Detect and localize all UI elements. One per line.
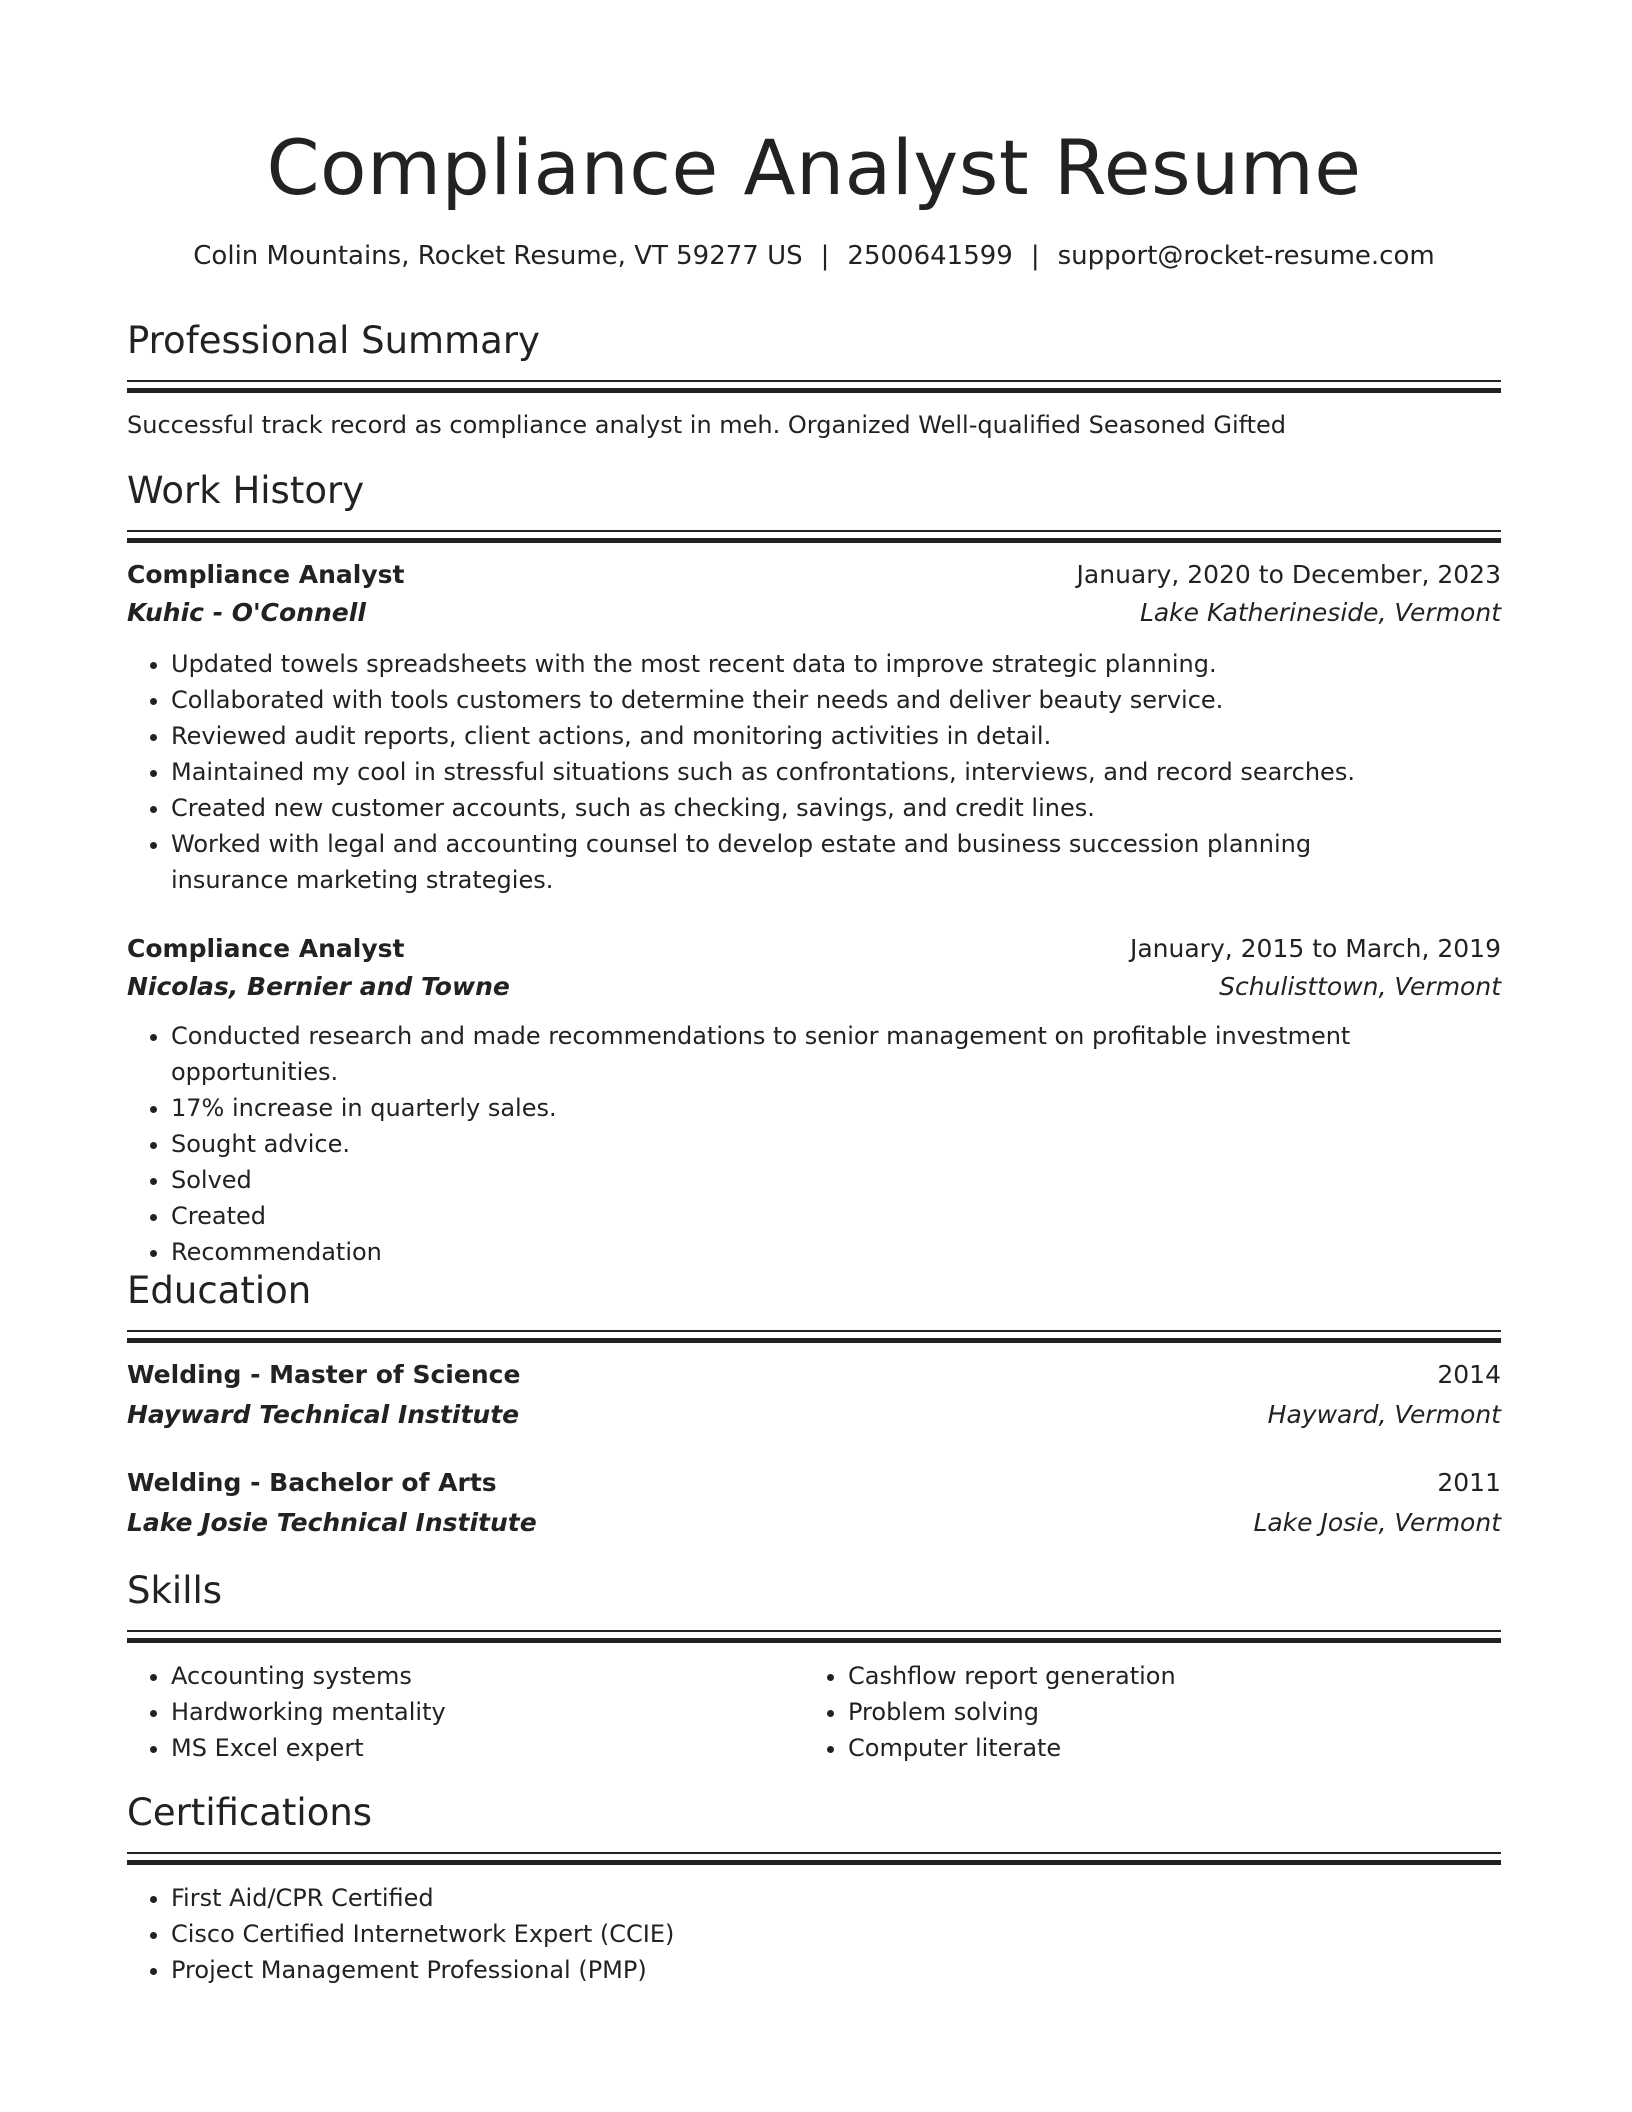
list-item: • First Aid/CPR Certified <box>171 1880 1501 1916</box>
education-school: Lake Josie Technical Institute <box>127 1508 537 1537</box>
job-title: Compliance Analyst <box>127 560 405 589</box>
list-item: • Recommendation <box>171 1234 1501 1270</box>
education-header-row <box>127 1464 1501 1502</box>
list-item: • Computer literate <box>848 1730 1481 1766</box>
education-school-row <box>127 1396 1501 1434</box>
job-bullets <box>127 646 1501 898</box>
list-item: • Solved <box>171 1162 1501 1198</box>
section-divider <box>127 1852 1501 1866</box>
job-header-row <box>127 556 1501 594</box>
skills-column-right <box>804 1658 1481 1766</box>
job-title: Compliance Analyst <box>127 934 405 963</box>
skills-list <box>127 1658 804 1766</box>
list-item: • Collaborated with tools customers to determine their needs and deliver beauty service. <box>171 682 1501 718</box>
list-item: • MS Excel expert <box>171 1730 804 1766</box>
list-item: • Cashflow report generation <box>848 1658 1481 1694</box>
summary-text: Successful track record as compliance analyst in meh. Organized Well-qualified Seasoned Gifted <box>127 411 1287 439</box>
education-school: Hayward Technical Institute <box>127 1400 520 1429</box>
list-item: • Sought advice. <box>171 1126 1501 1162</box>
certifications-section <box>127 1788 1501 1988</box>
contact-email: support@rocket-resume.com <box>1057 241 1435 271</box>
skills-column-left <box>127 1658 804 1766</box>
section-heading-work-history: Work History <box>127 469 365 512</box>
job-location: Lake Katherineside, Vermont <box>1139 598 1501 627</box>
page-title: Compliance Analyst Resume <box>266 123 1362 212</box>
education-entry <box>127 1356 1501 1434</box>
contact-separator: | <box>1030 241 1040 271</box>
contact-phone: 2500641599 <box>847 241 1013 271</box>
list-item: • Reviewed audit reports, client actions, and monitoring activities in detail. <box>171 718 1501 754</box>
education-entry <box>127 1464 1501 1542</box>
section-heading-education: Education <box>127 1269 312 1312</box>
education-section <box>127 1266 1501 1344</box>
section-divider <box>127 380 1501 394</box>
work-history-section <box>127 466 1501 544</box>
education-year: 2014 <box>1437 1360 1501 1389</box>
contact-address: Colin Mountains, Rocket Resume, VT 59277 US <box>193 241 803 271</box>
summary-section <box>127 316 1501 442</box>
education-school-row <box>127 1504 1501 1542</box>
education-year: 2011 <box>1437 1468 1501 1497</box>
list-item: • Accounting systems <box>171 1658 804 1694</box>
list-item: • Problem solving <box>848 1694 1481 1730</box>
section-heading-certifications: Certifications <box>127 1791 373 1834</box>
section-heading-summary: Professional Summary <box>127 319 540 362</box>
list-item: • Project Management Professional (PMP) <box>171 1952 1501 1988</box>
contact-separator: | <box>820 241 830 271</box>
skills-section <box>127 1566 1501 1766</box>
education-header-row <box>127 1356 1501 1394</box>
list-item: • Maintained my cool in stressful situations such as confrontations, interviews, and record searches. <box>171 754 1501 790</box>
list-item: • Created new customer accounts, such as checking, savings, and credit lines. <box>171 790 1501 826</box>
list-item: • Worked with legal and accounting counsel to develop estate and business succession planning insurance marketing strategies. <box>171 826 1501 898</box>
education-location: Hayward, Vermont <box>1267 1400 1501 1429</box>
job-dates: January, 2020 to December, 2023 <box>1076 560 1501 589</box>
job-bullets <box>127 1018 1501 1270</box>
job-location: Schulisttown, Vermont <box>1219 972 1501 1001</box>
section-divider <box>127 1330 1501 1344</box>
section-heading-skills: Skills <box>127 1569 223 1612</box>
list-item: • Hardworking mentality <box>171 1694 804 1730</box>
job-company: Nicolas, Bernier and Towne <box>127 972 510 1001</box>
list-item: • 17% increase in quarterly sales. <box>171 1090 1501 1126</box>
education-degree: Welding - Bachelor of Arts <box>127 1468 497 1497</box>
job-header-row <box>127 930 1501 968</box>
job-entry <box>127 930 1501 1270</box>
job-entry <box>127 556 1501 898</box>
list-item: • Updated towels spreadsheets with the most recent data to improve strategic planning. <box>171 646 1501 682</box>
section-divider <box>127 530 1501 544</box>
job-company-row <box>127 968 1501 1006</box>
contact-line <box>127 236 1501 276</box>
list-item: • Conducted research and made recommendations to senior management on profitable investment opportunities. <box>171 1018 1501 1090</box>
list-item: • Created <box>171 1198 1501 1234</box>
job-dates: January, 2015 to March, 2019 <box>1129 934 1501 963</box>
education-location: Lake Josie, Vermont <box>1253 1508 1501 1537</box>
section-divider <box>127 1630 1501 1644</box>
certifications-list <box>127 1880 1501 1988</box>
job-company-row <box>127 594 1501 632</box>
skills-grid <box>127 1658 1501 1766</box>
education-degree: Welding - Master of Science <box>127 1360 521 1389</box>
list-item: • Cisco Certified Internetwork Expert (CCIE) <box>171 1916 1501 1952</box>
skills-list <box>804 1658 1481 1766</box>
job-company: Kuhic - O'Connell <box>127 598 366 627</box>
